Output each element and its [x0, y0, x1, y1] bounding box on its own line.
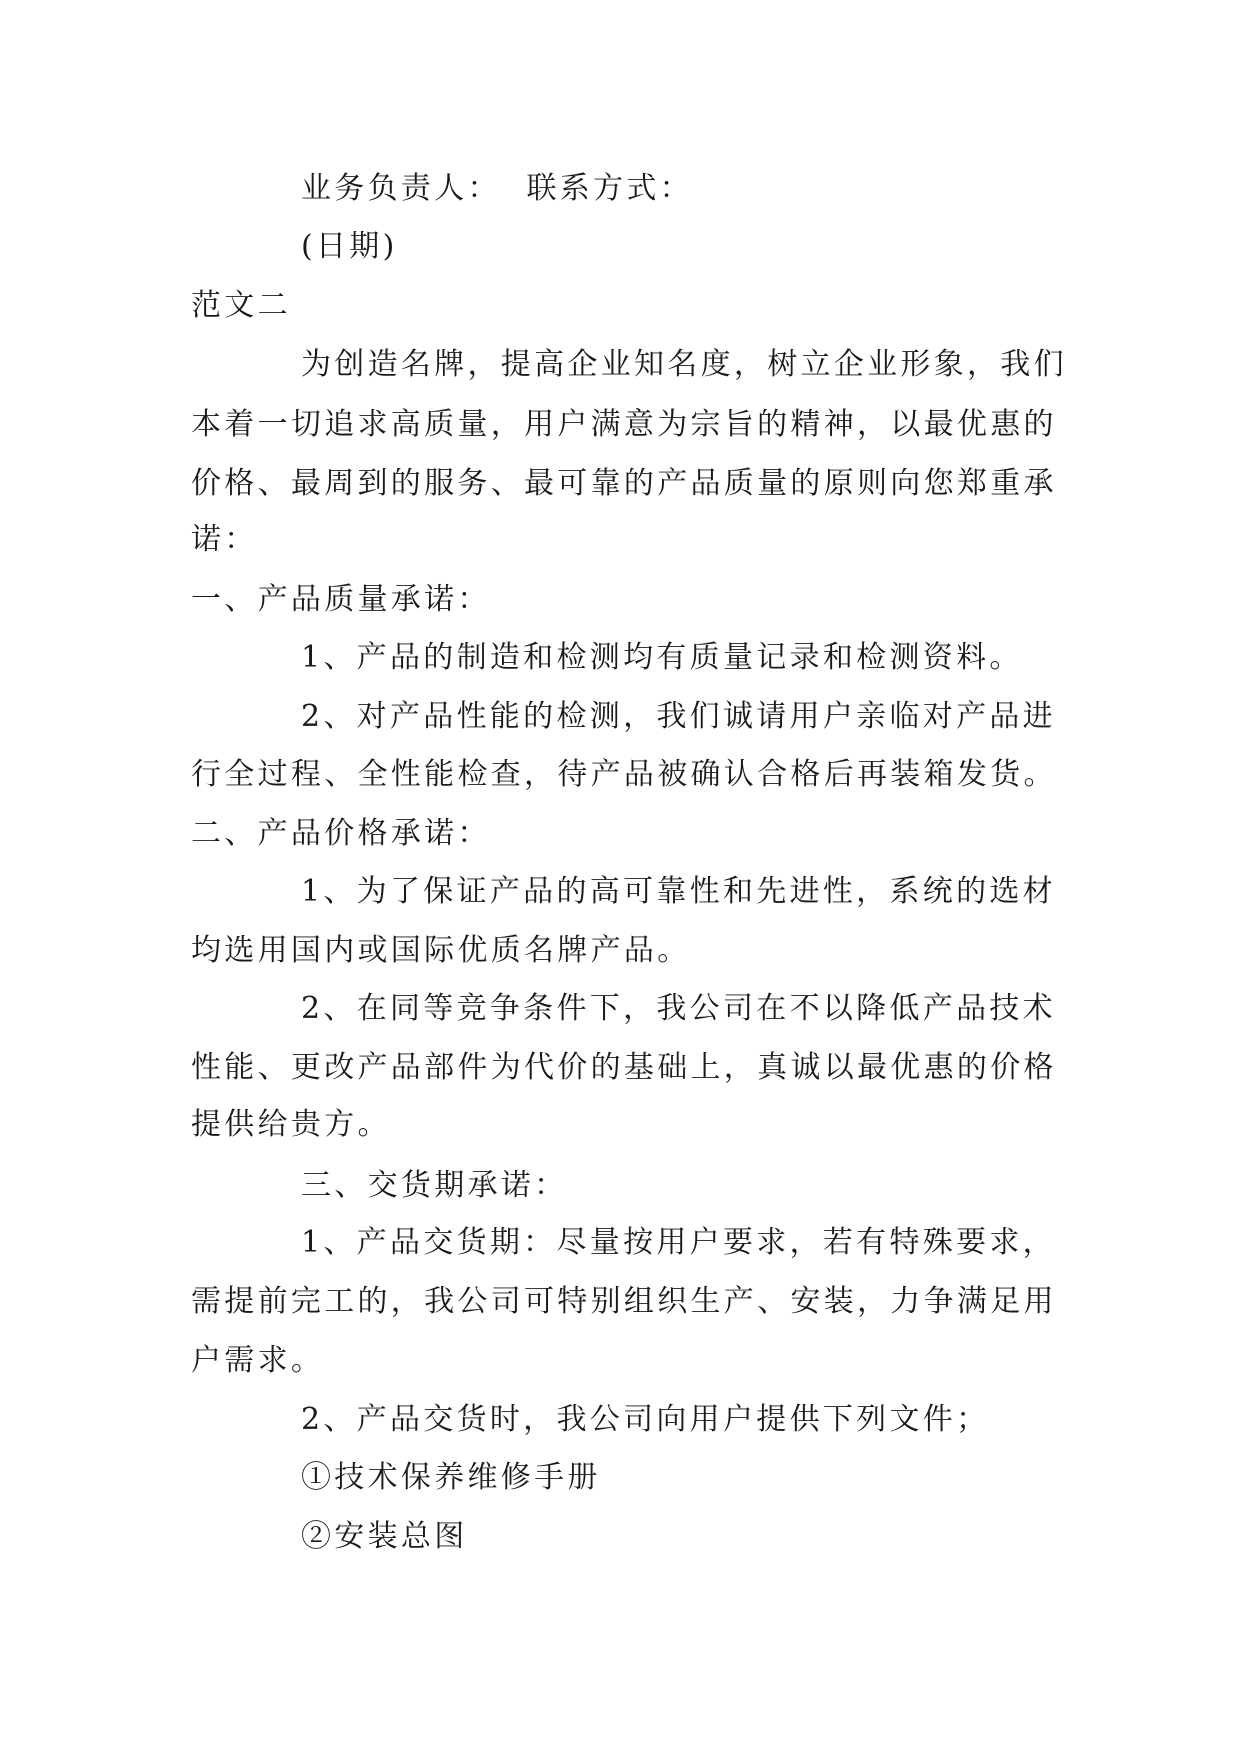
- text-line: 性能、更改产品部件为代价的基础上，真诚以最优惠的价格: [191, 1050, 1057, 1085]
- date-line: (日期): [301, 229, 398, 264]
- contact-line: 业务负责人： 联系方式：: [301, 171, 693, 206]
- text-line: 均选用国内或国际优质名牌产品。: [191, 933, 691, 968]
- text-line: 价格、最周到的服务、最可靠的产品质量的原则向您郑重承: [191, 466, 1057, 501]
- text-line: 1、产品交货期：尽量按用户要求，若有特殊要求，: [301, 1225, 1056, 1260]
- heading-price: 二、产品价格承诺：: [191, 816, 491, 851]
- list-item: ②安装总图: [301, 1519, 468, 1554]
- text-line: 户需求。: [191, 1343, 325, 1378]
- text-line: 2、对产品性能的检测，我们诚请用户亲临对产品进: [301, 699, 1056, 734]
- text-line: 诺：: [191, 522, 258, 557]
- text-line: 2、在同等竞争条件下，我公司在不以降低产品技术: [301, 991, 1056, 1026]
- text-line: 需提前完工的，我公司可特别组织生产、安装，力争满足用: [191, 1284, 1057, 1319]
- text-line: 1、为了保证产品的高可靠性和先进性，系统的选材: [301, 874, 1056, 909]
- text-line: 1、产品的制造和检测均有质量记录和检测资料。: [301, 640, 1023, 675]
- text-line: 2、产品交货时，我公司向用户提供下列文件；: [301, 1402, 990, 1437]
- text-line: 提供给贵方。: [191, 1107, 391, 1142]
- heading-quality: 一、产品质量承诺：: [191, 582, 491, 617]
- list-item: ①技术保养维修手册: [301, 1460, 601, 1495]
- heading-delivery: 三、交货期承诺：: [301, 1168, 568, 1203]
- section-title: 范文二: [191, 288, 291, 323]
- text-line: 本着一切追求高质量，用户满意为宗旨的精神，以最优惠的: [191, 407, 1057, 442]
- text-line: 为创造名牌，提高企业知名度，树立企业形象，我们: [301, 347, 1067, 382]
- text-line: 行全过程、全性能检查，待产品被确认合格后再装箱发货。: [191, 757, 1057, 792]
